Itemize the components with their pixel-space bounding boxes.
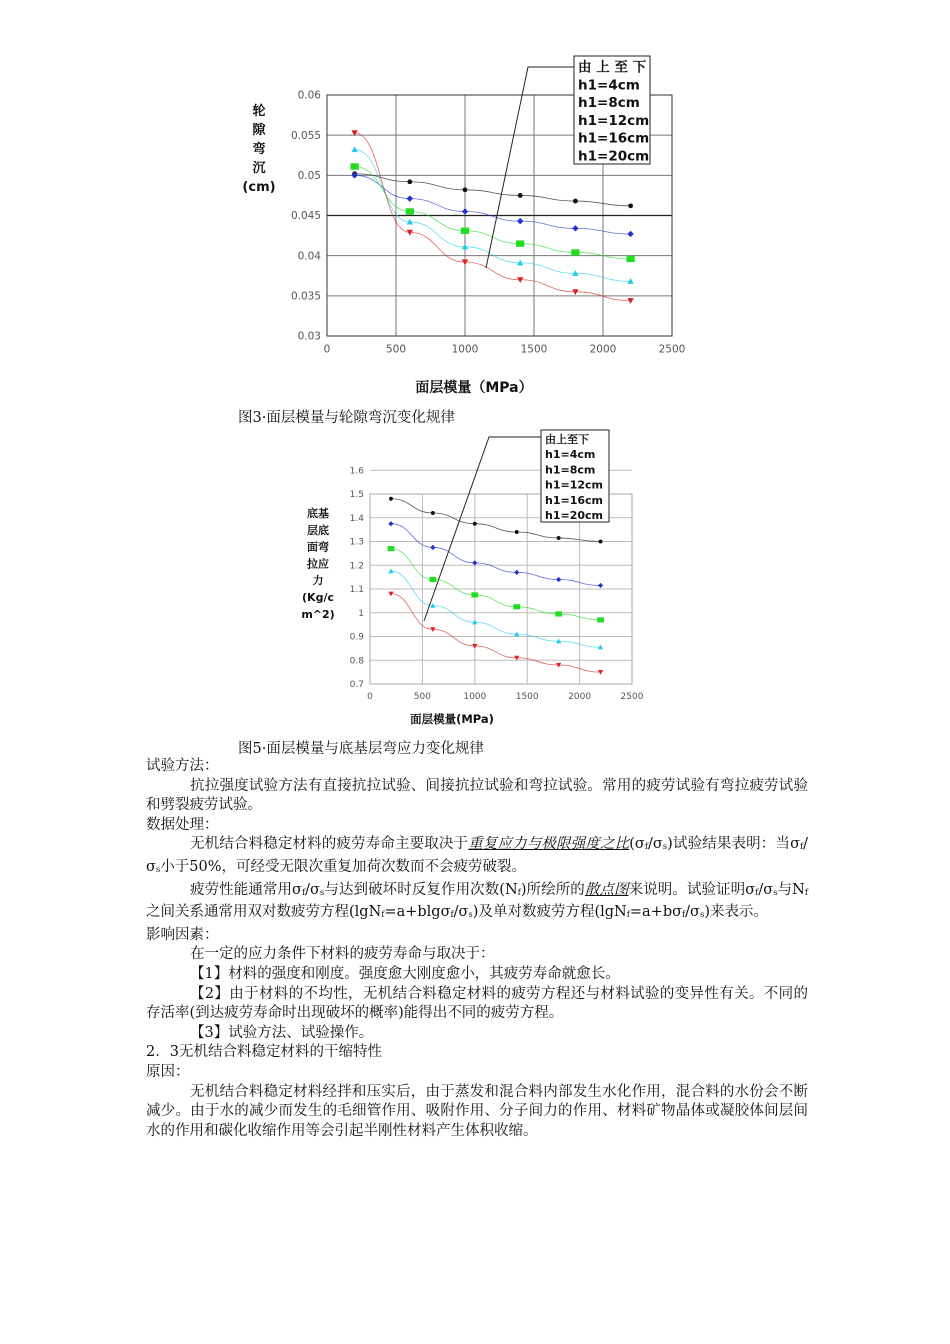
data-point-h1-4cm — [389, 497, 393, 501]
data-point-h1-12cm — [516, 240, 524, 246]
figure-3-chart — [242, 56, 685, 396]
heading-data-processing: 数据处理： — [146, 816, 219, 833]
data-point-h1-16cm — [351, 146, 357, 152]
data-point-h1-4cm — [518, 193, 523, 198]
y-axis-label: 面弯 — [307, 540, 329, 554]
data-point-h1-8cm — [430, 545, 435, 550]
y-axis-label: 弯 — [252, 142, 266, 157]
y-axis-label: 轮 — [252, 104, 266, 119]
data-point-h1-12cm — [571, 249, 579, 255]
y-tick-label: 0.8 — [349, 656, 364, 667]
heading-influence-factors: 影响因素： — [146, 926, 219, 943]
data-point-h1-4cm — [515, 530, 519, 534]
data-point-h1-12cm — [430, 577, 437, 582]
y-tick-label: 1.1 — [349, 585, 364, 596]
heading-test-method: 试验方法： — [146, 758, 219, 774]
y-tick-label: 0.9 — [349, 632, 364, 643]
data-point-h1-12cm — [471, 592, 478, 597]
data-point-h1-8cm — [462, 208, 468, 214]
y-tick-label: 1.5 — [349, 490, 364, 501]
y-tick-label: 1.4 — [349, 513, 364, 524]
body-text — [146, 757, 808, 1141]
x-tick-label: 500 — [385, 343, 407, 356]
y-axis-label: 隙 — [252, 123, 266, 138]
x-axis-label: 面层模量(MPa) — [410, 712, 494, 726]
data-point-h1-12cm — [461, 228, 469, 234]
legend-entry: h1=12cm — [545, 478, 603, 492]
data-point-h1-12cm — [626, 256, 634, 262]
data-point-h1-8cm — [517, 218, 523, 224]
y-tick-label: 0.055 — [290, 129, 321, 142]
data-point-h1-4cm — [431, 511, 435, 515]
paragraph-influence-intro: 在一定的应力条件下材料的疲劳寿命与取决于： — [190, 946, 495, 963]
x-tick-label: 2500 — [620, 692, 644, 702]
x-tick-label: 0 — [323, 343, 331, 356]
data-point-h1-8cm — [572, 225, 578, 231]
x-tick-label: 0 — [367, 692, 373, 702]
legend-entry: h1=12cm — [578, 112, 650, 129]
highlighted-term-stress-ratio: 重复应力与极限强度之比 — [468, 836, 630, 853]
x-tick-label: 1000 — [463, 692, 487, 702]
legend-entry: h1=4cm — [578, 77, 640, 94]
legend-leader-line — [486, 67, 574, 268]
figure-5-chart — [301, 430, 643, 726]
y-tick-label: 0.035 — [290, 290, 321, 303]
x-tick-label: 1500 — [515, 692, 539, 702]
y-tick-label: 0.04 — [297, 250, 321, 263]
y-axis-label: m^2) — [301, 607, 335, 621]
data-point-h1-12cm — [513, 604, 520, 609]
list-item-1: 【1】材料的强度和刚度。强度愈大刚度愈小，其疲劳寿命就愈长。 — [190, 965, 620, 982]
paragraph-shrinkage-reason: 无机结合料稳定材料经拌和压实后，由于蒸发和混合料内部发生水化作用，混合料的水份会不断减少。由于水的减少而发生的毛细管作用、吸附作用、分子间力的作用、材料矿物晶体或凝胶体间层间水的作用和碳化收缩作用等会引起半刚性材料产生体积收缩。 — [146, 1083, 808, 1139]
paragraph-fatigue-life: 无机结合料稳定材料的疲劳寿命主要取决于重复应力与极限强度之比(σf/σs)试验结果表明：当σf/σs小于50%，可经受无限次重复加荷次数而不会疲劳破裂。 — [146, 836, 809, 875]
highlighted-term-scatter-plot: 散点图 — [584, 881, 629, 898]
data-point-h1-4cm — [473, 522, 477, 526]
y-tick-label: 0.7 — [349, 680, 364, 691]
list-item-2: 【2】由于材料的不均性，无机结合料稳定材料的疲劳方程还与材料试验的变异性有关。不同的存活率(到达疲劳寿命时出现破坏的概率)能得出不同的疲劳方程。 — [146, 985, 808, 1022]
x-tick-label: 500 — [413, 692, 431, 702]
data-point-h1-12cm — [597, 617, 604, 622]
figure-3-caption: 图3·面层模量与轮隙弯沉变化规律 — [238, 410, 455, 426]
legend-entry: h1=20cm — [578, 148, 650, 165]
y-tick-label: 1.3 — [349, 537, 364, 548]
y-tick-label: 0.06 — [297, 89, 321, 102]
legend-entry: 由 上 至 下 — [578, 59, 647, 76]
legend-entry: h1=8cm — [578, 95, 640, 112]
y-tick-label: 0.05 — [297, 170, 321, 183]
legend-entry: h1=16cm — [578, 130, 650, 147]
data-point-h1-12cm — [555, 611, 562, 616]
legend-entry: h1=16cm — [545, 493, 603, 507]
y-tick-label: 1.6 — [349, 466, 364, 477]
x-axis-label: 面层模量（MPa） — [415, 380, 533, 396]
data-point-h1-8cm — [627, 231, 633, 237]
data-point-h1-12cm — [406, 208, 414, 214]
data-point-h1-8cm — [472, 560, 477, 565]
data-point-h1-8cm — [388, 521, 393, 526]
heading-reason: 原因： — [146, 1063, 190, 1080]
data-point-h1-4cm — [407, 179, 412, 184]
y-axis-label: (cm) — [242, 180, 276, 195]
data-point-h1-4cm — [463, 187, 468, 192]
data-point-h1-8cm — [598, 583, 603, 588]
x-tick-label: 1500 — [520, 343, 548, 356]
y-axis-label: (Kg/c — [302, 591, 334, 604]
paragraph-test-method: 抗拉强度试验方法有直接抗拉试验、间接抗拉试验和弯拉试验。常用的疲劳试验有弯拉疲劳试验和劈裂疲劳试验。 — [146, 777, 808, 814]
data-point-h1-8cm — [407, 195, 413, 201]
y-axis-label: 沉 — [252, 161, 266, 176]
x-tick-label: 2000 — [568, 692, 592, 702]
data-point-h1-8cm — [514, 570, 519, 575]
y-axis-label: 层底 — [307, 523, 329, 537]
data-point-h1-12cm — [388, 546, 395, 551]
y-tick-label: 0.03 — [297, 330, 321, 343]
y-axis-label: 力 — [312, 574, 324, 588]
section-heading-shrinkage: 2．3无机结合料稳定材料的干缩特性 — [146, 1044, 382, 1061]
legend-entry: h1=20cm — [545, 509, 603, 522]
data-point-h1-4cm — [599, 540, 603, 544]
x-tick-label: 2000 — [589, 343, 617, 356]
data-point-h1-4cm — [557, 536, 561, 540]
data-point-h1-12cm — [350, 163, 358, 169]
x-tick-label: 2500 — [658, 343, 686, 356]
legend-entry: h1=4cm — [545, 448, 596, 462]
x-tick-label: 1000 — [451, 343, 479, 356]
legend-leader-line — [424, 437, 541, 621]
legend-entry: 由上至下 — [545, 433, 589, 446]
y-tick-label: 1 — [358, 608, 364, 619]
y-tick-label: 0.045 — [290, 210, 321, 223]
data-point-h1-8cm — [556, 577, 561, 582]
y-axis-label: 底基 — [307, 507, 329, 520]
data-point-h1-4cm — [628, 203, 633, 208]
figure-5-caption: 图5·面层模量与底基层弯应力变化规律 — [238, 741, 484, 757]
legend-entry: h1=8cm — [545, 463, 596, 477]
list-item-3: 【3】试验方法、试验操作。 — [190, 1024, 374, 1041]
data-point-h1-4cm — [573, 199, 578, 204]
paragraph-fatigue-equation: 疲劳性能通常用σf/σs与达到破坏时反复作用次数(Nf)所绘所的散点图来说明。试验证明σf/σs与Nf之间关系通常用双对数疲劳方程(lgNf=a+blgσf/σs)及单对数疲劳方程(lgNf=a+bσf/σs)来表示。 — [146, 881, 809, 921]
y-tick-label: 1.2 — [349, 561, 364, 572]
y-axis-label: 拉应 — [307, 557, 329, 571]
